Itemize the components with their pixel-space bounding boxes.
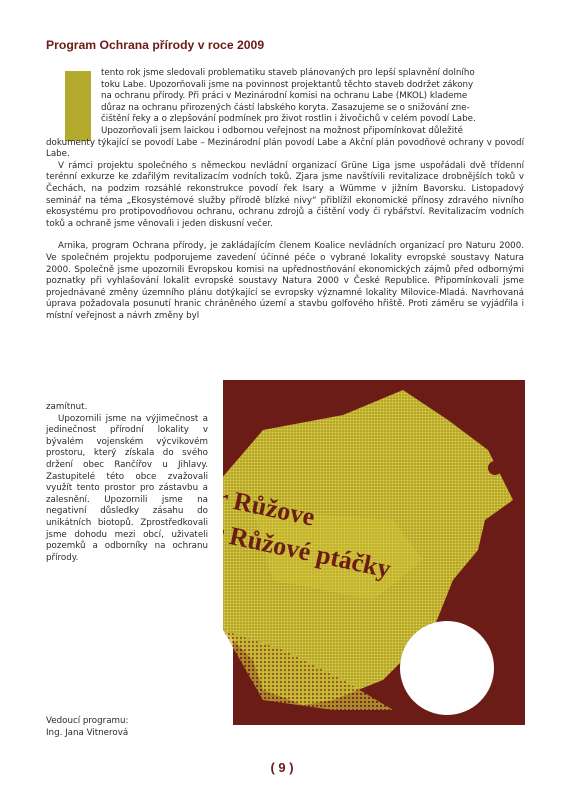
- signature-block: [46, 716, 128, 739]
- article-body: [46, 68, 524, 322]
- clipping-headline-1: r Růžove: [223, 482, 318, 532]
- para1-line: na ochranu přírody. Při práci v Mezinárodní komisi na ochranu Labe (MKOL) klademe: [101, 91, 468, 102]
- para1-line: tento rok jsme sledovali problematiku staveb plánovaných pro lepší splavnění dolního: [101, 68, 475, 78]
- paragraph-2: V rámci projektu společného s německou nevládní organizací Grüne Liga jsme uspořádali dvě třídenní terénní exkurze ke zdařilým revitalizacím vodních toků. Zjara jsme navštívili revitalizace drobnějších toků v Čechách, na podzim rozsáhlé rekonstrukce povodí řek Isary a Wümme v jižním Bavorsku. Listopadový seminář na téma „Ekosystémové služby přírodě blízké nivy“ přiblížil ekonomické přínosy zdravého nivního ekosystému pro protipovodňovou ochranu, ochranu zdrojů a čištění vody či rybářství. Revitalizacím vodních toků a ochraně jsme věnovali i jeden diskusní večer.: [46, 160, 524, 229]
- newspaper-photo-image: [223, 380, 525, 725]
- signature-label: Vedoucí programu:: [46, 716, 129, 726]
- paragraph-3: Arnika, program Ochrana přírody, je zakládajícím členem Koalice nevládních organizací pro Naturu 2000. Ve společném projektu podporujeme zavedení účinné péče o vybrané lokality evropské soustavy Natura 2000. Společně jsme upozornili Evropskou komisi na upřednostňování ekonomických zájmů před odbornými poznatky při vyhlašování lokalit evropské soustavy Natura 2000 v České Republice. Připomínkovali jsme projednávané změny územního plánu dotýkající se evropsky významné lokality Milovice-Mladá. Navrhovaná úprava požadovala posunutí hranic chráněného území a stavbu golfového hřiště. Proti záměru se vyjádřila i místní veřejnost a návrh změny byl: [46, 241, 524, 321]
- para1-line: Upozorňovali jsem laickou i odbornou veřejnost na možnost připomínkovat důležité: [101, 125, 463, 136]
- para1-continuation: dokumenty týkající se povodí Labe – Mezinárodní plán povodí Labe a Akční plán povodňové ochrany v povodí Labe.: [46, 137, 524, 160]
- para1-line: čištění řeky a o zlepšování podmínek pro život rostlin i živočichů v celém povodí Labe.: [101, 114, 476, 125]
- side-column: [46, 402, 208, 564]
- paragraph-3-end: zamítnut.: [46, 402, 88, 412]
- photo-illustration: [223, 380, 525, 725]
- paragraph-4: Upozornili jsme na výjimečnost a jedinečnost přírodní lokality v bývalém vojenském výcvikovém prostoru, který získala do svého držení obec Rančířov u Jihlavy. Zastupitelé této obce zvažovali využít tento prostor pro zástavbu a zalesnění. Upozornili jsme na negativní důsledky zásahu do unikátních biotopů. Zprostředkovali jsme dohodu mezi obcí, uživateli pozemků a odborníky na ochranu přírody.: [46, 413, 208, 563]
- white-circle: [400, 621, 494, 715]
- para1-line: důraz na ochranu přirozených částí labského koryta. Zasazujeme se o snižování zne-: [101, 102, 470, 113]
- paragraph-1: [46, 68, 524, 161]
- para1-line: toku Labe. Upozorňovali jsme na povinnost projektantů těchto staveb dodržet zákony: [101, 79, 474, 90]
- clipping-headline-2: r Růžové ptáčky: [223, 517, 394, 584]
- article-title: Program Ochrana přírody v roce 2009: [46, 38, 265, 52]
- signature-name: Ing. Jana Vitnerová: [46, 727, 129, 738]
- page-number: ( 9 ): [270, 760, 294, 775]
